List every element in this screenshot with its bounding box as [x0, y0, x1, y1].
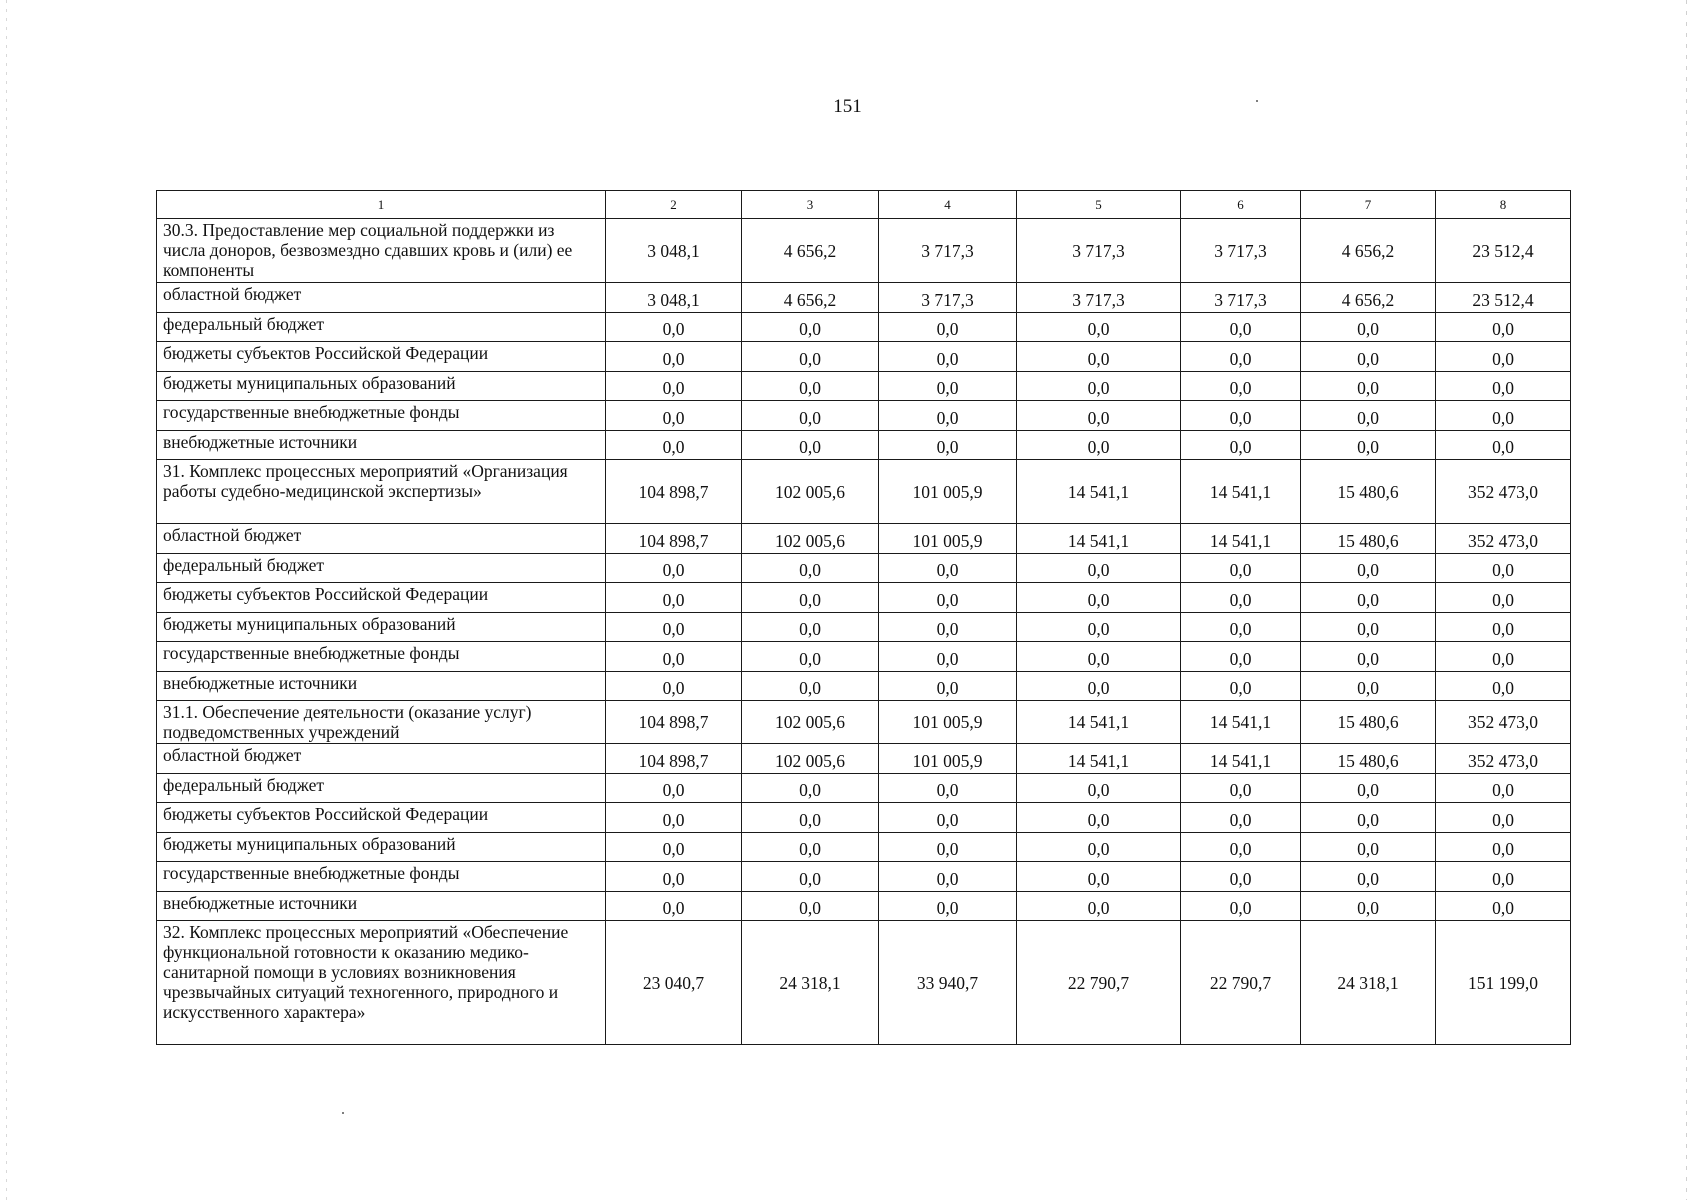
value-cell: 151 199,0 — [1436, 921, 1571, 1045]
row-label: областной бюджет — [157, 744, 606, 774]
funding-source-row — [157, 832, 1571, 862]
value-cell: 0,0 — [1181, 312, 1301, 342]
value-cell: 0,0 — [742, 553, 879, 583]
column-header: 3 — [742, 191, 879, 219]
value-cell: 0,0 — [1017, 891, 1181, 921]
value-cell: 23 512,4 — [1436, 219, 1571, 283]
value-cell: 0,0 — [1017, 312, 1181, 342]
value-cell: 0,0 — [1436, 583, 1571, 613]
value-cell: 0,0 — [1017, 401, 1181, 431]
value-cell: 0,0 — [1301, 612, 1436, 642]
column-header: 6 — [1181, 191, 1301, 219]
value-cell: 14 541,1 — [1181, 524, 1301, 554]
value-cell: 0,0 — [1436, 891, 1571, 921]
value-cell: 0,0 — [1181, 773, 1301, 803]
page-number: 151 — [833, 96, 862, 117]
value-cell: 0,0 — [606, 862, 742, 892]
column-header: 7 — [1301, 191, 1436, 219]
value-cell: 0,0 — [1181, 553, 1301, 583]
value-cell: 0,0 — [1017, 583, 1181, 613]
value-cell: 4 656,2 — [742, 283, 879, 313]
value-cell: 0,0 — [1017, 553, 1181, 583]
program-row — [157, 460, 1571, 524]
value-cell: 22 790,7 — [1017, 921, 1181, 1045]
value-cell: 0,0 — [879, 891, 1017, 921]
value-cell: 14 541,1 — [1181, 701, 1301, 744]
value-cell: 0,0 — [742, 773, 879, 803]
budget-table — [156, 190, 1571, 1045]
value-cell: 15 480,6 — [1301, 744, 1436, 774]
value-cell: 0,0 — [1181, 371, 1301, 401]
value-cell: 3 717,3 — [879, 219, 1017, 283]
value-cell: 0,0 — [606, 803, 742, 833]
scan-edge-left — [6, 0, 7, 1200]
funding-source-row — [157, 773, 1571, 803]
funding-source-row — [157, 312, 1571, 342]
value-cell: 0,0 — [879, 430, 1017, 460]
value-cell: 0,0 — [1436, 553, 1571, 583]
value-cell: 0,0 — [1017, 371, 1181, 401]
value-cell: 0,0 — [879, 773, 1017, 803]
value-cell: 0,0 — [606, 342, 742, 372]
value-cell: 14 541,1 — [1181, 744, 1301, 774]
value-cell: 0,0 — [742, 612, 879, 642]
row-label: внебюджетные источники — [157, 891, 606, 921]
program-row — [157, 219, 1571, 283]
value-cell: 0,0 — [1436, 803, 1571, 833]
funding-source-row — [157, 524, 1571, 554]
table-body — [157, 219, 1571, 1045]
value-cell: 3 717,3 — [1181, 219, 1301, 283]
value-cell: 0,0 — [1017, 642, 1181, 672]
value-cell: 23 512,4 — [1436, 283, 1571, 313]
value-cell: 0,0 — [606, 891, 742, 921]
value-cell: 102 005,6 — [742, 744, 879, 774]
value-cell: 0,0 — [1181, 891, 1301, 921]
value-cell: 24 318,1 — [742, 921, 879, 1045]
value-cell: 0,0 — [879, 553, 1017, 583]
scan-speck — [342, 1112, 344, 1114]
funding-source-row — [157, 430, 1571, 460]
value-cell: 0,0 — [742, 312, 879, 342]
value-cell: 0,0 — [1017, 430, 1181, 460]
value-cell: 0,0 — [1301, 312, 1436, 342]
scan-edge-right — [1686, 0, 1687, 1200]
row-label: 31. Комплекс процессных мероприятий «Организация работы судебно-медицинской экспертизы» — [157, 460, 606, 524]
value-cell: 0,0 — [879, 342, 1017, 372]
value-cell: 0,0 — [742, 430, 879, 460]
value-cell: 0,0 — [1017, 342, 1181, 372]
funding-source-row — [157, 744, 1571, 774]
value-cell: 0,0 — [606, 401, 742, 431]
value-cell: 14 541,1 — [1017, 744, 1181, 774]
value-cell: 3 717,3 — [1181, 283, 1301, 313]
value-cell: 0,0 — [742, 371, 879, 401]
value-cell: 0,0 — [1017, 773, 1181, 803]
value-cell: 0,0 — [1301, 583, 1436, 613]
value-cell: 101 005,9 — [879, 701, 1017, 744]
value-cell: 0,0 — [742, 642, 879, 672]
value-cell: 352 473,0 — [1436, 701, 1571, 744]
row-label: областной бюджет — [157, 524, 606, 554]
row-label: внебюджетные источники — [157, 671, 606, 701]
value-cell: 102 005,6 — [742, 524, 879, 554]
column-header: 2 — [606, 191, 742, 219]
row-label: федеральный бюджет — [157, 312, 606, 342]
value-cell: 0,0 — [879, 312, 1017, 342]
value-cell: 102 005,6 — [742, 701, 879, 744]
value-cell: 14 541,1 — [1017, 524, 1181, 554]
column-header: 4 — [879, 191, 1017, 219]
value-cell: 0,0 — [1181, 671, 1301, 701]
value-cell: 352 473,0 — [1436, 460, 1571, 524]
row-label: бюджеты муниципальных образований — [157, 371, 606, 401]
value-cell: 0,0 — [1436, 773, 1571, 803]
value-cell: 101 005,9 — [879, 460, 1017, 524]
value-cell: 0,0 — [1301, 891, 1436, 921]
column-header: 5 — [1017, 191, 1181, 219]
value-cell: 101 005,9 — [879, 744, 1017, 774]
value-cell: 0,0 — [606, 312, 742, 342]
value-cell: 4 656,2 — [1301, 219, 1436, 283]
value-cell: 104 898,7 — [606, 460, 742, 524]
value-cell: 0,0 — [742, 832, 879, 862]
value-cell: 15 480,6 — [1301, 460, 1436, 524]
value-cell: 0,0 — [1301, 803, 1436, 833]
value-cell: 14 541,1 — [1017, 460, 1181, 524]
row-label: бюджеты субъектов Российской Федерации — [157, 803, 606, 833]
value-cell: 0,0 — [1181, 862, 1301, 892]
value-cell: 0,0 — [742, 803, 879, 833]
value-cell: 101 005,9 — [879, 524, 1017, 554]
value-cell: 0,0 — [1181, 342, 1301, 372]
value-cell: 0,0 — [1301, 430, 1436, 460]
value-cell: 24 318,1 — [1301, 921, 1436, 1045]
row-label: 32. Комплекс процессных мероприятий «Обеспечение функциональной готовности к оказанию медико-санитарной помощи в условиях возникновения чрезвычайных ситуаций техногенного, природного и искусственного характера» — [157, 921, 606, 1045]
value-cell: 0,0 — [606, 671, 742, 701]
funding-source-row — [157, 862, 1571, 892]
value-cell: 0,0 — [879, 642, 1017, 672]
row-label: внебюджетные источники — [157, 430, 606, 460]
program-row — [157, 701, 1571, 744]
value-cell: 3 048,1 — [606, 283, 742, 313]
value-cell: 0,0 — [1436, 862, 1571, 892]
value-cell: 104 898,7 — [606, 524, 742, 554]
value-cell: 15 480,6 — [1301, 701, 1436, 744]
value-cell: 0,0 — [1181, 642, 1301, 672]
value-cell: 102 005,6 — [742, 460, 879, 524]
value-cell: 0,0 — [1301, 401, 1436, 431]
value-cell: 0,0 — [742, 583, 879, 613]
funding-source-row — [157, 283, 1571, 313]
funding-source-row — [157, 401, 1571, 431]
funding-source-row — [157, 583, 1571, 613]
row-label: бюджеты муниципальных образований — [157, 612, 606, 642]
value-cell: 0,0 — [879, 803, 1017, 833]
value-cell: 352 473,0 — [1436, 744, 1571, 774]
value-cell: 14 541,1 — [1181, 460, 1301, 524]
value-cell: 0,0 — [879, 371, 1017, 401]
value-cell: 0,0 — [879, 832, 1017, 862]
row-label: 30.3. Предоставление мер социальной поддержки из числа доноров, безвозмездно сдавших кровь и (или) ее компоненты — [157, 219, 606, 283]
funding-source-row — [157, 342, 1571, 372]
value-cell: 3 717,3 — [879, 283, 1017, 313]
value-cell: 0,0 — [1181, 430, 1301, 460]
column-header: 1 — [157, 191, 606, 219]
value-cell: 0,0 — [1181, 832, 1301, 862]
column-number-row — [157, 191, 1571, 219]
row-label: государственные внебюджетные фонды — [157, 642, 606, 672]
value-cell: 4 656,2 — [1301, 283, 1436, 313]
funding-source-row — [157, 891, 1571, 921]
value-cell: 0,0 — [1017, 803, 1181, 833]
value-cell: 0,0 — [1181, 401, 1301, 431]
value-cell: 3 048,1 — [606, 219, 742, 283]
value-cell: 0,0 — [606, 773, 742, 803]
funding-source-row — [157, 671, 1571, 701]
value-cell: 23 040,7 — [606, 921, 742, 1045]
value-cell: 0,0 — [1301, 862, 1436, 892]
value-cell: 0,0 — [742, 342, 879, 372]
value-cell: 0,0 — [1017, 832, 1181, 862]
value-cell: 0,0 — [606, 371, 742, 401]
value-cell: 0,0 — [1181, 803, 1301, 833]
funding-source-row — [157, 371, 1571, 401]
row-label: федеральный бюджет — [157, 773, 606, 803]
value-cell: 0,0 — [1436, 312, 1571, 342]
value-cell: 0,0 — [1436, 671, 1571, 701]
value-cell: 0,0 — [1301, 342, 1436, 372]
value-cell: 0,0 — [1301, 773, 1436, 803]
value-cell: 0,0 — [879, 583, 1017, 613]
value-cell: 104 898,7 — [606, 701, 742, 744]
value-cell: 0,0 — [1301, 832, 1436, 862]
funding-source-row — [157, 553, 1571, 583]
row-label: федеральный бюджет — [157, 553, 606, 583]
value-cell: 0,0 — [1181, 583, 1301, 613]
value-cell: 22 790,7 — [1181, 921, 1301, 1045]
value-cell: 0,0 — [1436, 430, 1571, 460]
value-cell: 0,0 — [879, 401, 1017, 431]
value-cell: 14 541,1 — [1017, 701, 1181, 744]
row-label: бюджеты муниципальных образований — [157, 832, 606, 862]
column-header: 8 — [1436, 191, 1571, 219]
row-label: государственные внебюджетные фонды — [157, 401, 606, 431]
program-row — [157, 921, 1571, 1045]
value-cell: 0,0 — [1301, 371, 1436, 401]
value-cell: 0,0 — [1017, 862, 1181, 892]
value-cell: 15 480,6 — [1301, 524, 1436, 554]
value-cell: 0,0 — [742, 401, 879, 431]
funding-source-row — [157, 612, 1571, 642]
value-cell: 0,0 — [1436, 342, 1571, 372]
value-cell: 0,0 — [879, 862, 1017, 892]
value-cell: 0,0 — [742, 891, 879, 921]
value-cell: 0,0 — [1436, 371, 1571, 401]
value-cell: 0,0 — [1436, 612, 1571, 642]
value-cell: 33 940,7 — [879, 921, 1017, 1045]
value-cell: 0,0 — [879, 671, 1017, 701]
value-cell: 0,0 — [1301, 671, 1436, 701]
value-cell: 0,0 — [606, 553, 742, 583]
value-cell: 0,0 — [742, 862, 879, 892]
value-cell: 0,0 — [606, 642, 742, 672]
value-cell: 352 473,0 — [1436, 524, 1571, 554]
value-cell: 0,0 — [1017, 671, 1181, 701]
funding-source-row — [157, 803, 1571, 833]
value-cell: 0,0 — [742, 671, 879, 701]
row-label: 31.1. Обеспечение деятельности (оказание услуг) подведомственных учреждений — [157, 701, 606, 744]
value-cell: 3 717,3 — [1017, 283, 1181, 313]
row-label: бюджеты субъектов Российской Федерации — [157, 583, 606, 613]
value-cell: 4 656,2 — [742, 219, 879, 283]
row-label: областной бюджет — [157, 283, 606, 313]
value-cell: 0,0 — [1436, 401, 1571, 431]
value-cell: 0,0 — [606, 430, 742, 460]
value-cell: 0,0 — [606, 612, 742, 642]
value-cell: 0,0 — [606, 832, 742, 862]
row-label: государственные внебюджетные фонды — [157, 862, 606, 892]
value-cell: 0,0 — [1181, 612, 1301, 642]
row-label: бюджеты субъектов Российской Федерации — [157, 342, 606, 372]
value-cell: 0,0 — [1301, 642, 1436, 672]
value-cell: 0,0 — [1436, 642, 1571, 672]
value-cell: 104 898,7 — [606, 744, 742, 774]
value-cell: 0,0 — [1301, 553, 1436, 583]
value-cell: 0,0 — [1436, 832, 1571, 862]
funding-source-row — [157, 642, 1571, 672]
value-cell: 0,0 — [606, 583, 742, 613]
value-cell: 0,0 — [1017, 612, 1181, 642]
value-cell: 0,0 — [879, 612, 1017, 642]
value-cell: 3 717,3 — [1017, 219, 1181, 283]
